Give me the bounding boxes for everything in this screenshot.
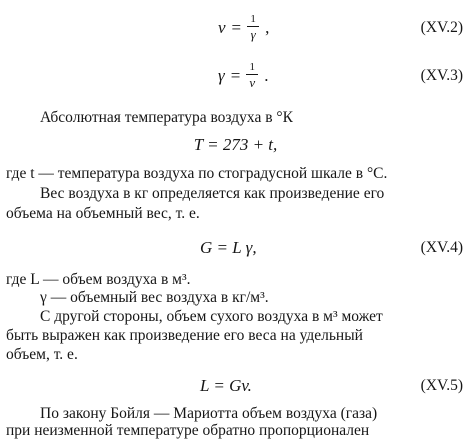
- equation-xv3: [0, 54, 471, 98]
- fraction-denominator: γ: [250, 27, 256, 43]
- equation-xv2-punct: ,: [265, 18, 270, 37]
- equation-xv2: [0, 6, 471, 50]
- equation-xv3-punct: .: [264, 66, 269, 85]
- equation-xv3-lhs: γ: [218, 66, 225, 85]
- equation-xv2-fraction: [247, 14, 259, 42]
- text-where-L: где L — объем воздуха в м³.: [6, 271, 191, 288]
- equation-xv2-body: [218, 6, 269, 50]
- equation-xv4-body: G = L γ,: [200, 238, 257, 257]
- equation-xv5-number: (XV.5): [420, 377, 463, 394]
- fraction-numerator: 1: [250, 12, 256, 25]
- equation-xv2-number: (XV.2): [420, 19, 463, 36]
- equation-xv2-lhs: v: [218, 18, 226, 37]
- text-other-line-1: С другой стороны, объем сухого воздуха в м³ может: [40, 308, 383, 325]
- equation-xv5: [0, 364, 471, 408]
- text-weight-line-2: объема на объемный вес, т. е.: [6, 205, 200, 222]
- equation-temperature: T = 273 + t,: [193, 135, 278, 154]
- text-boyle-line-2: при неизменной температуре обратно пропорционален: [6, 422, 370, 439]
- equation-xv5-body: L = Gv.: [200, 376, 252, 395]
- equation-xv4: [0, 226, 471, 270]
- text-abs-temp: Абсолютная температура воздуха в °К: [40, 109, 293, 126]
- equals-sign: =: [231, 18, 242, 37]
- fraction-numerator: 1: [249, 60, 256, 73]
- equation-xv4-number: (XV.4): [420, 239, 463, 256]
- text-other-line-2: быть выражен как произведение его веса на удельный: [6, 327, 363, 344]
- text-where-t: где t — температура воздуха по стоградусной шкале в °С.: [6, 165, 388, 182]
- text-weight-line-1: Вес воздуха в кг определяется как произведение его: [40, 185, 385, 202]
- text-other-line-3: объем, т. е.: [6, 346, 78, 363]
- equals-sign: =: [230, 66, 241, 85]
- fraction-denominator: v: [249, 75, 256, 91]
- text-boyle-line-1: По закону Бойля — Мариотта объем воздуха (газа): [40, 405, 378, 422]
- text-gamma-definition: γ — объемный вес воздуха в кг/м³.: [40, 289, 269, 306]
- equation-xv3-number: (XV.3): [420, 67, 463, 84]
- equation-xv3-body: [218, 54, 269, 98]
- equation-xv3-fraction: [246, 62, 258, 90]
